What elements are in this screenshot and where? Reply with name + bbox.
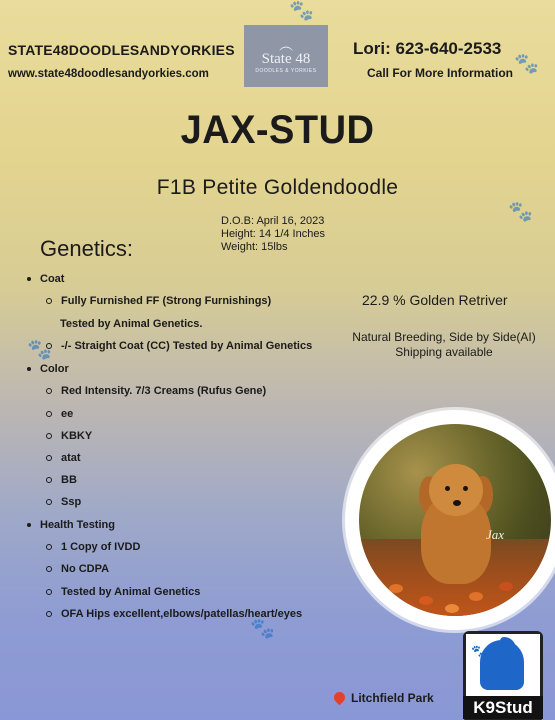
list-item [46,496,81,508]
list-item-text: Red Intensity. 7/3 Creams (Rufus Gene) [61,385,267,397]
dog-nose [453,500,461,506]
bullet-icon [46,455,52,461]
bullet-icon [46,298,52,304]
location-text: Litchfield Park [351,691,434,705]
bullet-icon [46,499,52,505]
bullet-icon [46,544,52,550]
location [334,691,434,705]
paw-print-icon: 🐾 [471,644,488,659]
call-info: Call For More Information [367,66,514,80]
sun-icon: ︵ [279,36,293,53]
leaf-shape [389,584,403,593]
list-item [46,408,73,420]
list-item-text: No CDPA [61,563,110,575]
dog-eye [445,486,450,491]
list-item-text: ee [61,408,74,420]
height-text: Height: 14 1/4 Inches [221,228,325,240]
genetics-heading: Genetics: [40,236,133,261]
health-label: Health Testing [40,519,115,531]
bullet-icon [46,411,52,417]
leaf-shape [419,596,433,605]
list-item-color [27,363,69,375]
list-item-coat [27,273,64,285]
list-item-text: 1 Copy of IVDD [61,541,141,553]
coat-label: Coat [40,273,65,285]
breeding-info [344,330,544,360]
dog-stats [221,215,325,254]
paw-print-icon: 🐾 [508,201,533,223]
map-pin-icon [332,690,348,706]
list-item-health [27,519,115,531]
contact-phone[interactable]: Lori: 623-640-2533 [353,39,502,58]
list-item-text: OFA Hips excellent,elbows/patellas/heart/eyes [61,608,303,620]
list-item [46,541,140,553]
list-item-text: Fully Furnished FF (Strong Furnishings) [61,295,272,307]
bullet-icon [46,589,52,595]
shipping-info: Shipping available [395,345,493,359]
breed-subtitle: F1B Petite Goldendoodle [156,176,399,199]
dog-eye [463,486,468,491]
list-item [46,608,302,620]
dog-head [429,464,483,516]
dob-text: D.O.B: April 16, 2023 [221,215,325,227]
leaf-shape [499,582,513,591]
paw-print-icon: 🐾 [27,339,52,361]
list-item [46,295,271,307]
list-item-text: atat [61,452,81,464]
photo-caption: Jax [486,527,505,542]
kennel-logo [244,25,328,87]
list-item [46,474,77,486]
list-item [46,452,81,464]
badge-image [466,634,540,696]
logo-text: State 48 [261,50,311,67]
bullet-icon [27,523,31,527]
list-item-text: KBKY [61,430,93,442]
bullet-icon [46,388,52,394]
dog-photo [359,424,551,616]
list-item [46,318,202,330]
list-item-text: Ssp [61,496,82,508]
kennel-name: STATE48DOODLESANDYORKIES [8,42,235,58]
list-item [46,563,109,575]
paw-print-icon: 🐾 [514,53,539,75]
list-item-text: -/- Straight Coat (CC) Tested by Animal Genetics [61,340,313,352]
list-item [46,430,92,442]
color-label: Color [40,363,69,375]
list-item [46,340,312,352]
golden-percentage: 22.9 % Golden Retriver [362,292,508,308]
page-title: JAX-STUD [180,108,375,152]
bullet-icon [46,343,52,349]
list-item-text: Tested by Animal Genetics. [60,318,203,330]
bullet-icon [46,566,52,572]
logo-subtext: DOODLES & YORKIES [255,67,317,74]
list-item [46,586,200,598]
bullet-icon [46,477,52,483]
bullet-icon [27,367,31,371]
paw-print-icon: 🐾 [289,0,314,22]
paw-print-icon: 🐾 [250,618,275,640]
leaf-shape [445,604,459,613]
leaf-shape [469,592,483,601]
list-item [46,385,266,397]
list-item-text: Tested by Animal Genetics [61,586,201,598]
k9stud-badge[interactable] [463,631,543,720]
website-link[interactable]: www.state48doodlesandyorkies.com [8,68,209,80]
badge-text: K9Stud [463,696,543,719]
dog-ear-icon [500,637,516,657]
list-item-text: BB [61,474,77,486]
breeding-method: Natural Breeding, Side by Side(AI) [352,330,536,344]
bullet-icon [46,433,52,439]
bullet-icon [27,277,31,281]
weight-text: Weight: 15lbs [221,241,288,253]
bullet-icon [46,611,52,617]
